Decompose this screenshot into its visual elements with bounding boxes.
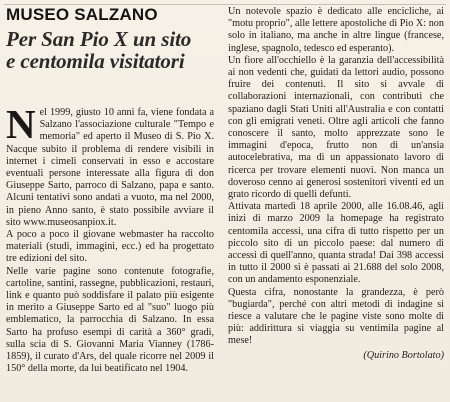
author-signature: (Quirino Bortolato)	[363, 349, 444, 361]
left-column	[6, 101, 214, 392]
paragraph-encyclicals: Un notevole spazio è dedicato alle encicliche, ai "motu proprio", alle lettere apostoliche di Pio X: non solo in italiano, ma anche in altre lingue (francese, inglese, spagnolo, tedesco ed esperanto).	[228, 6, 444, 54]
right-column	[228, 6, 444, 392]
drop-cap: N	[6, 101, 36, 147]
paragraph-accessibility: Un fiore all'occhiello è la garanzia dell'accessibilità ai non vedenti che, guidati da lettori audio, possono fruire dei contenuti. Il sito si avvale di collaborazioni internazionali, con contributi che spaziano dagli Stati Uniti all'Australia e con contatti con gli emigrati veneti. Oltre agli articoli che fanno conoscere il santo, molto apprezzate sono le immagini d'epoca, frutto non di un'ansia autocelebrativa, ma di un appassionato lavoro di ricerca per trovare elementi nuovi. Non manca un doveroso cenno ai generosi sostenitori viventi ed un grato ricordo di quelli defunti.	[228, 54, 444, 201]
headline-line-2: e centomila visitatori	[6, 49, 185, 73]
section-title: MUSEO SALZANO	[6, 5, 158, 24]
article-header	[6, 6, 214, 72]
paragraph-contents: Nelle varie pagine sono contenute fotografie, cartoline, santini, rassegne, pubblicazioni, restauri, link e quanto può soddisfare il palato più esigente in merito a Giuseppe Sarto ed al "suo" luogo più emblematico, la parrocchia di Salzano. In essa Sarto ha profuso esempi di carità a 360° gradi, sulla scia di S. Giovanni Maria Vianney (1786-1859), il curato d'Ars, del quale ricorre nel 2009 il 150° della morte, da lui beatificato nel 1904.	[6, 265, 214, 375]
paragraph-statistics: Attivata martedì 18 aprile 2000, alle 16.08.46, agli inizi di marzo 2009 la homepage ha registrato centomila accessi, una cifra di tutto rispetto per un piccolo sito di un piccolo paese: dal numero di accessi di quell'anno, quanta strada! Dai 398 accessi in tutto il 2000 si è passati ai 21.688 del solo 2008, con un andamento esponenziale.	[228, 201, 444, 286]
paragraph-intro	[6, 101, 214, 229]
paragraph-page-views: Questa cifra, nonostante la grandezza, è però "bugiarda", perché con altri metodi di indagine si riesce a valutare che le pagine viste sono molte di più: addirittura si viaggia su ventimila pagine al mese!	[228, 286, 444, 347]
paragraph-intro-text: el 1999, giusto 10 anni fa, viene fondata a Salzano l'associazione culturale "Tempo e memoria" ed aperto il Museo di S. Pio X. Nacque subito il problema di rendere visibili in internet i cimeli conservati in esso e accostare eventuali persone interessate alla figura di don Giuseppe Sarto, parroco di Salzano, papa e santo. Alcuni tentativi sono andati a vuoto, ma nel 2000, in pieno Anno santo, è stato possibile avviare il sito www.museosanpiox.it.	[6, 107, 214, 228]
headline-line-1: Per San Pio X un sito	[6, 27, 192, 51]
headline	[6, 28, 214, 72]
paragraph-webmaster: A poco a poco il giovane webmaster ha raccolto materiali (studi, immagini, ecc.) ed ha progettato tre edizioni del sito.	[6, 229, 214, 265]
